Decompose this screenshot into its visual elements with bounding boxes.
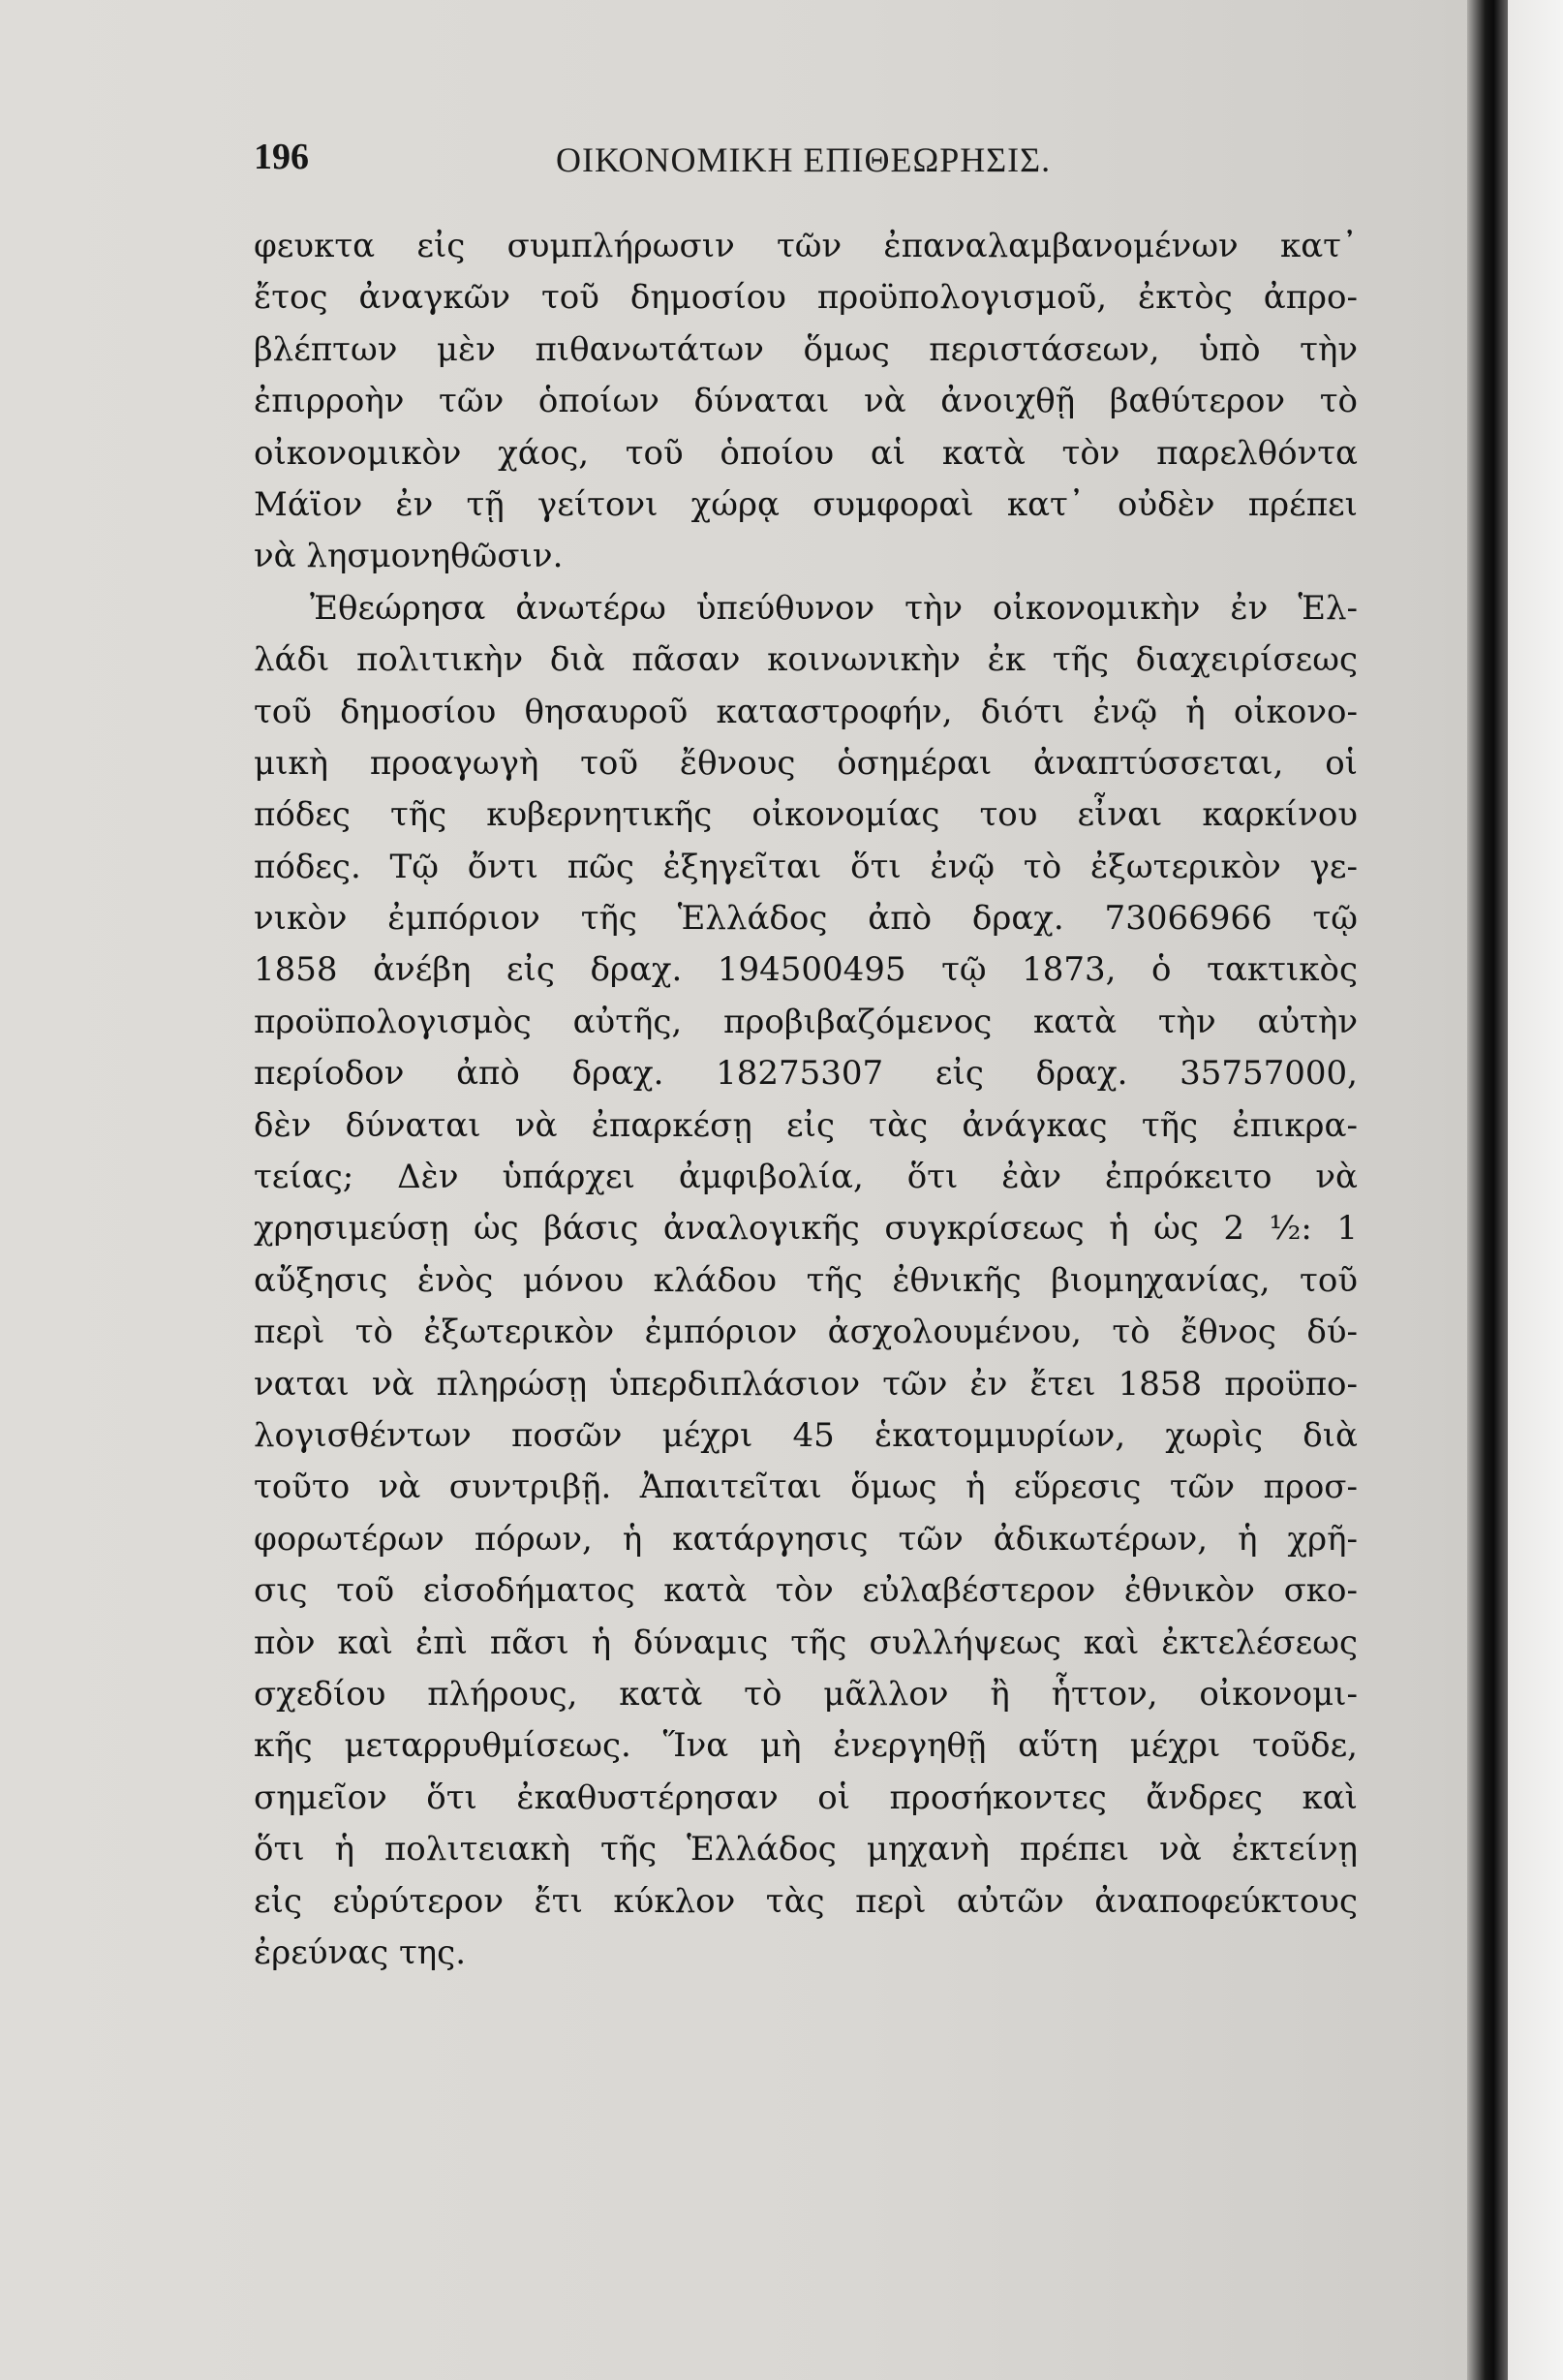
text-line: εἰς εὐρύτερον ἔτι κύκλον τὰς περὶ αὐτῶν ἀναποφεύκτους [254,1881,1358,1921]
text-line: πόδες. Τῷ ὄντι πῶς ἐξηγεῖται ὅτι ἐνῷ τὸ ἐξωτερικὸν γε- [254,847,1358,886]
body-text [254,221,1358,1979]
binding-edge [1508,0,1563,2380]
text-line: κῆς μεταρρυθμίσεως. Ἵνα μὴ ἐνεργηθῇ αὕτη μέχρι τοῦδε, [254,1726,1358,1766]
text-line: Μάϊον ἐν τῇ γείτονι χώρᾳ συμφοραὶ κατ᾽ οὐδὲν πρέπει [254,484,1358,524]
page-header [254,136,1358,186]
text-line: σχεδίου πλήρους, κατὰ τὸ μᾶλλον ἢ ἧττον, οἰκονομι- [254,1674,1358,1714]
text-line: πὸν καὶ ἐπὶ πᾶσι ἡ δύναμις τῆς συλλήψεως καὶ ἐκτελέσεως [254,1623,1358,1662]
text-line: βλέπτων μὲν πιθανωτάτων ὅμως περιστάσεων, ὑπὸ τὴν [254,329,1358,369]
text-line: τείας; Δὲν ὑπάρχει ἀμφιβολία, ὅτι ἐὰν ἐπρόκειτο νὰ [254,1158,1358,1197]
text-line: προϋπολογισμὸς αὐτῆς, προβιβαζόμενος κατὰ τὴν αὐτὴν [254,1002,1358,1041]
binding-shadow [1467,0,1508,2380]
text-line: 1858 ἀνέβη εἰς δραχ. 194500495 τῷ 1873, ὁ τακτικὸς [254,950,1358,990]
text-line: τοῦτο νὰ συντριβῇ. Ἀπαιτεῖται ὅμως ἡ εὕρεσις τῶν προσ- [254,1468,1358,1507]
text-line: λογισθέντων ποσῶν μέχρι 45 ἑκατομμυρίων, χωρὶς διὰ [254,1415,1358,1455]
text-line: σις τοῦ εἰσοδήματος κατὰ τὸν εὐλαβέστερον ἐθνικὸν σκο- [254,1571,1358,1611]
page-number: 196 [254,137,309,177]
text-line: δὲν δύναται νὰ ἐπαρκέσῃ εἰς τὰς ἀνάγκας τῆς ἐπικρα- [254,1105,1358,1145]
text-line: νικὸν ἐμπόριον τῆς Ἑλλάδος ἀπὸ δραχ. 73066966 τῷ [254,899,1358,939]
text-line: λάδι πολιτικὴν διὰ πᾶσαν κοινωνικὴν ἐκ τῆς διαχειρίσεως [254,640,1358,680]
text-line: μικὴ προαγωγὴ τοῦ ἔθνους ὁσημέραι ἀναπτύσσεται, οἱ [254,743,1358,783]
text-line: πόδες τῆς κυβερνητικῆς οἰκονομίας του εἶναι καρκίνου [254,795,1358,835]
text-line: ἐπιρροὴν τῶν ὁποίων δύναται νὰ ἀνοιχθῇ βαθύτερον τὸ [254,382,1358,421]
text-line: ναται νὰ πληρώσῃ ὑπερδιπλάσιον τῶν ἐν ἔτει 1858 προϋπο- [254,1364,1358,1404]
text-line: Ἐθεώρησα ἀνωτέρω ὑπεύθυνον τὴν οἰκονομικὴν ἐν Ἑλ- [310,588,1358,628]
text-line: περίοδον ἀπὸ δραχ. 18275307 εἰς δραχ. 35757000, [254,1054,1358,1094]
text-line: ὅτι ἡ πολιτειακὴ τῆς Ἑλλάδος μηχανὴ πρέπει νὰ ἐκτείνῃ [254,1830,1358,1870]
text-line: χρησιμεύσῃ ὡς βάσις ἀναλογικῆς συγκρίσεως ἡ ὡς 2 ½: 1 [254,1209,1358,1249]
text-line: φευκτα εἰς συμπλήρωσιν τῶν ἐπαναλαμβανομένων κατ᾽ [254,227,1358,265]
text-line: ἔτος ἀναγκῶν τοῦ δημοσίου προϋπολογισμοῦ, ἐκτὸς ἀπρο- [254,278,1358,318]
text-line: αὔξησις ἑνὸς μόνου κλάδου τῆς ἐθνικῆς βιομηχανίας, τοῦ [254,1260,1358,1300]
text-line: οἰκονομικὸν χάος, τοῦ ὁποίου αἱ κατὰ τὸν παρελθόντα [254,433,1358,473]
text-line: ἐρεύνας της. [254,1932,467,1972]
text-line: τοῦ δημοσίου θησαυροῦ καταστροφήν, διότι ἐνῷ ἡ οἰκονο- [254,692,1358,731]
text-line: νὰ λησμονηθῶσιν. [254,537,564,576]
text-line: φορωτέρων πόρων, ἡ κατάργησις τῶν ἀδικωτέρων, ἡ χρῆ- [254,1519,1358,1559]
text-line: σημεῖον ὅτι ἐκαθυστέρησαν οἱ προσήκοντες ἄνδρες καὶ [254,1777,1358,1817]
running-title: ΟΙΚΟΝΟΜΙΚΗ ΕΠΙΘΕΩΡΗΣΙΣ. [556,140,1052,179]
text-line: περὶ τὸ ἐξωτερικὸν ἐμπόριον ἀσχολουμένου, τὸ ἔθνος δύ- [254,1313,1358,1352]
